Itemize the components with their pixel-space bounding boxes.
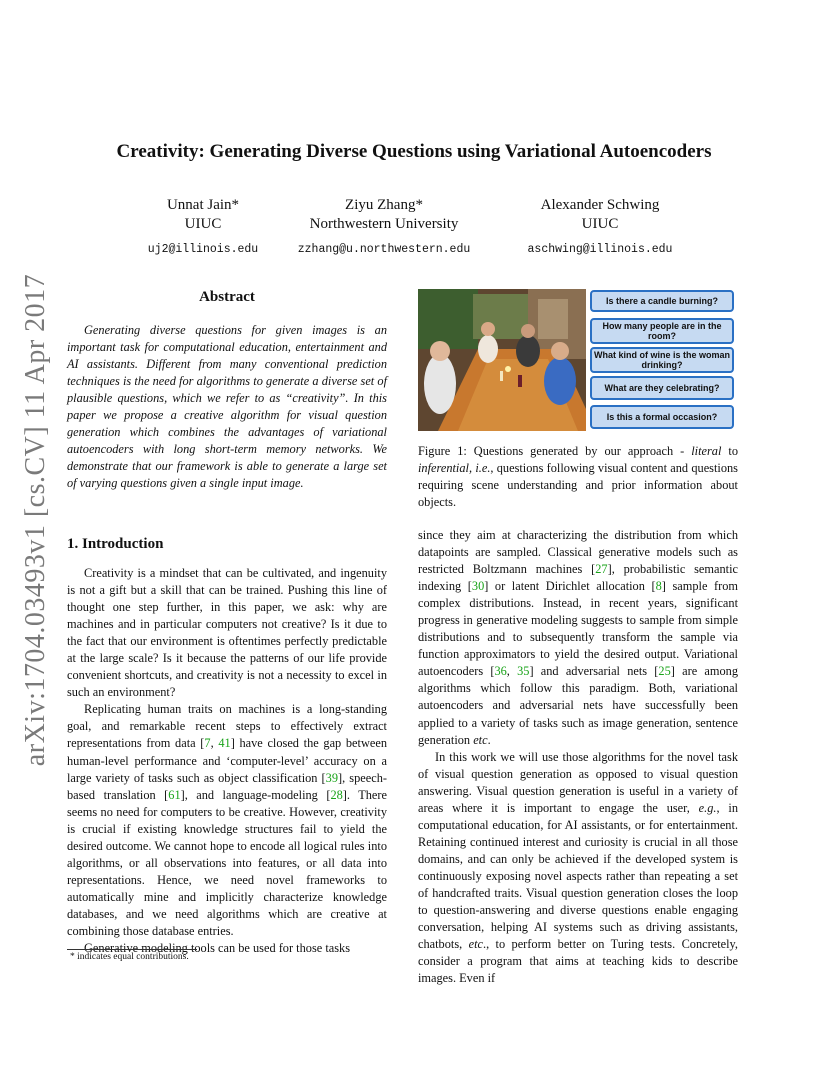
author-email: zzhang@u.northwestern.edu [297, 243, 471, 256]
intro-paragraph-1: Creativity is a mindset that can be cultivated, and ingenuity is not a gift but a skill that can be trained. Pushing this line of thought one step further, in this paper, we ask: why are machines and in particular computers not creative? Is it due to the fact that our environment is oftentimes perfectly predictable at the large scale? Is it because the patterns of our life provide convenient shortcuts, and creativity is not a necessity to excel in such an environment? [67, 566, 387, 700]
author-name: Unnat Jain* [166, 197, 240, 213]
question-text: Is there a candle burning? [605, 295, 719, 306]
question-box [590, 318, 734, 344]
question-text: Is this a formal occasion? [606, 411, 718, 422]
question-box [590, 405, 734, 429]
author-1 [128, 196, 278, 259]
citation-link[interactable]: 30 [471, 579, 485, 594]
scene-photo [418, 289, 586, 431]
citation-link[interactable]: 27 [595, 562, 608, 577]
author-affiliation: UIUC [581, 216, 619, 232]
citation-link[interactable]: 7 [204, 736, 211, 751]
caption-text: to [721, 444, 738, 458]
abstract-text: Generating diverse questions for given images is an important task for computational education, entertainment and AI assistants. Different from many conventional prediction techniques is the need for algorithms to generate a diverse set of plausible questions, which we refer to as “creativity”. In this paper we propose a creative algorithm for visual question generation which combines the advantages of variational autoencoders with long short-term memory networks. We demonstrate that our framework is able to generate a large set of varying questions given a single input image. [67, 323, 387, 491]
intro-paragraph-3-cont: since they aim at characterizing the distribution from which datapoints are sampled. Classical generative models such as restricted Boltzmann machines [27], probabilistic semantic indexing [30] or latent Dirichlet allocation [8] sample from complex distributions. Instead, in recent years, significant progress in generative modeling suggests to sample from simple distributions and to subsequently transform the sample via function approximators to yield the desired output. Variational autoencoders [36, 35] and adversarial nets [25] are among algorithms which follow this paradigm. Both, variational autoencoders and adversarial nets have successfully been applied to a variety of tasks such as image generation, sentence generation etc. [418, 528, 738, 747]
citation-link[interactable]: 25 [658, 664, 671, 679]
author-email: aschwing@illinois.edu [527, 243, 673, 256]
author-name: Ziyu Zhang* [345, 197, 423, 213]
figure-caption [418, 443, 738, 511]
footnote: * indicates equal contributions. [70, 952, 189, 962]
question-text: How many people are in the room? [602, 320, 722, 341]
footnote-divider [67, 949, 197, 950]
author-2 [284, 196, 484, 259]
caption-ie: , i.e. [468, 461, 491, 476]
intro-paragraph-2: Replicating human traits on machines is a long-standing goal, and remarkable recent steps to effectively extract representations from data [7, 41] have closed the gap between human-level performance and ‘computer-level’ accuracy on a large variety of tasks such as object classification [39], speech-based translation [61], and language-modeling [28]. There seems no need for computers to be creative. However, creativity is crucial if existing knowledge structures fail to yield the desired outcome. We cannot hope to encode all logical rules into algorithms, or all observations into features, or all data into representations. Hence, we need novel frameworks to automatically mine and implicitly characterize knowledge databases, and we need algorithms which are creative at combining those database entries. [67, 702, 388, 938]
citation-link[interactable]: 28 [330, 787, 343, 802]
arxiv-sidebar [16, 273, 56, 767]
question-box [590, 347, 734, 373]
abstract-body [67, 322, 387, 492]
author-3 [510, 196, 690, 259]
paper-title: Creativity: Generating Diverse Questions using Variational Autoencoders [116, 141, 712, 162]
figure-1 [418, 289, 738, 431]
citation-link[interactable]: 8 [655, 579, 662, 594]
question-text: What kind of wine is the woman drinking? [593, 349, 730, 370]
abstract-heading: Abstract [199, 289, 255, 305]
introduction-heading: 1. Introduction [67, 536, 164, 552]
caption-inferential: inferential [418, 461, 469, 476]
author-affiliation: Northwestern University [309, 216, 459, 232]
citation-link[interactable]: 35 [517, 664, 530, 679]
question-box [590, 290, 734, 312]
question-box [590, 376, 734, 400]
right-column [418, 527, 738, 987]
author-email: uj2@illinois.edu [147, 243, 259, 256]
caption-literal: literal [691, 444, 722, 458]
intro-paragraph-4: In this work we will use those algorithms for the novel task of visual question generation as opposed to visual question answering. Visual question generation is useful in a variety of areas where it is important to engage the user, e.g., in computational education, for AI assistants, or for entertainment. Retaining continued interest and curiosity is crucial in all those domains, and can only be achieved if the developed system is continuously exposing novel aspects rather than repeating a set of handcrafted traits. Visual question generation closes the loop to question-answering and diverse questions enable engaging conversation, helping AI systems such as driving assistants, chatbots, etc., to perform better on Turing tests. Concretely, consider a program that aims at teaching kids to describe images. Even if [418, 749, 739, 986]
citation-link[interactable]: 36 [494, 664, 507, 679]
author-affiliation: UIUC [184, 216, 222, 232]
caption-text: , questions following visual content and questions requiring scene understanding and prior information about objects. [418, 461, 738, 510]
intro-paragraph-3: Generative modeling tools can be used for those tasks [84, 941, 351, 956]
question-text: What are they celebrating? [604, 382, 720, 393]
caption-text: Figure 1: Questions generated by our approach - [418, 444, 692, 458]
citation-link[interactable]: 39 [325, 770, 339, 785]
arxiv-id: arXiv:1704.03493v1 [cs.CV] 11 Apr 2017 [20, 273, 51, 767]
citation-link[interactable]: 41 [218, 736, 231, 751]
author-name: Alexander Schwing [540, 197, 660, 213]
left-column [67, 565, 387, 957]
citation-link[interactable]: 61 [168, 787, 181, 802]
